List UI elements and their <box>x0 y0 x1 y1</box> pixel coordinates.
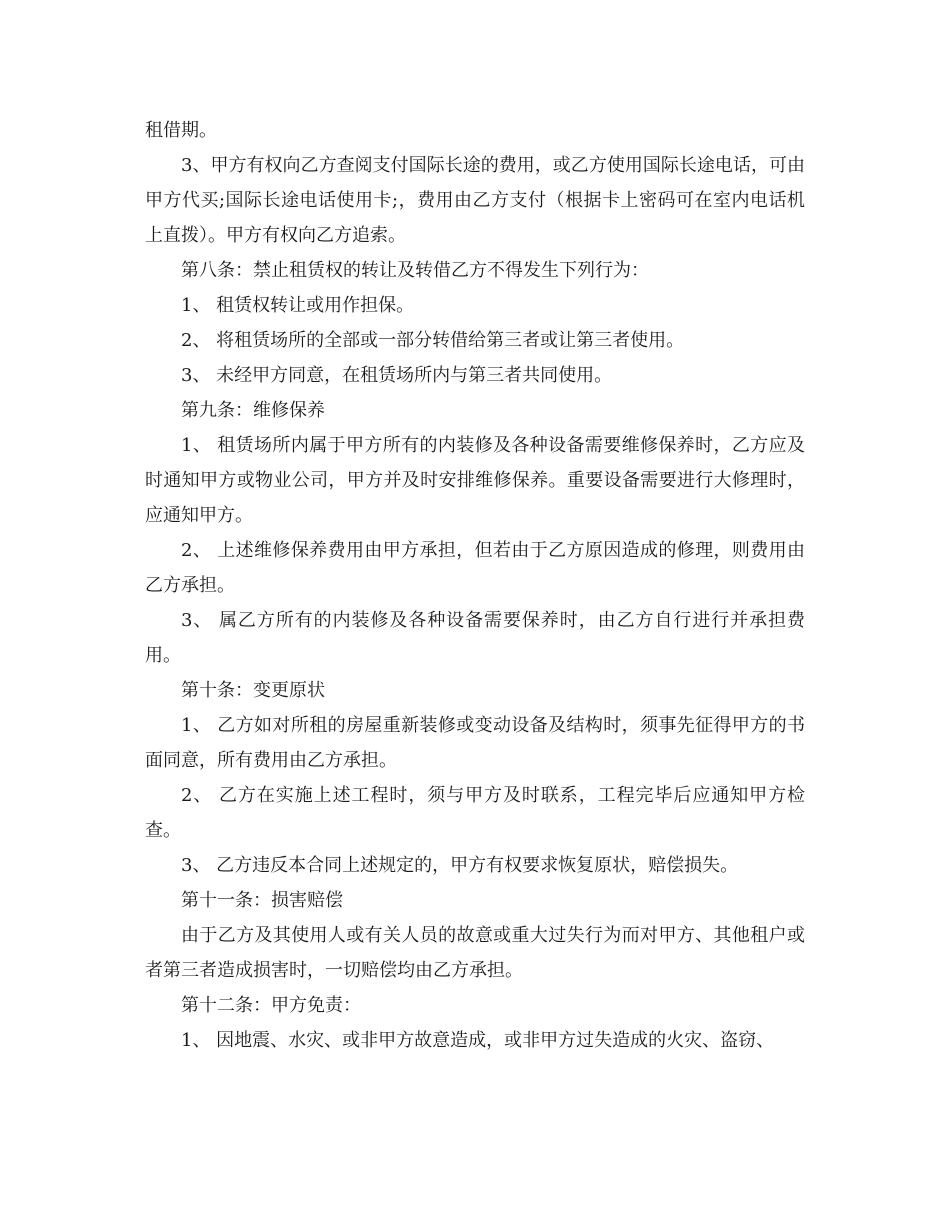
paragraph-clause-9-item-1: 1、 租赁场所内属于甲方所有的内装修及各种设备需要维修保养时，乙方应及时通知甲方或物业公司，甲方并及时安排维修保养。重要设备需要进行大修理时，应通知甲方。 <box>145 435 805 526</box>
paragraph-clause-10-item-1: 1、 乙方如对所租的房屋重新装修或变动设备及结构时，须事先征得甲方的书面同意，所有费用由乙方承担。 <box>145 715 805 771</box>
paragraph-clause-12-item-1: 1、 因地震、水灾、或非甲方故意造成，或非甲方过失造成的火灾、盗窃、 <box>181 1030 775 1051</box>
paragraph-clause-9-item-3: 3、 属乙方所有的内装修及各种设备需要保养时，由乙方自行进行并承担费用。 <box>145 610 805 666</box>
heading-clause-9: 第九条：维修保养 <box>181 400 325 421</box>
paragraph-clause-8-item-3: 3、 未经甲方同意，在租赁场所内与第三者共同使用。 <box>181 365 613 386</box>
paragraph-clause-10-item-3: 3、 乙方违反本合同上述规定的，甲方有权要求恢复原状，赔偿损失。 <box>181 855 739 876</box>
paragraph-clause-8-item-2: 2、 将租赁场所的全部或一部分转借给第三者或让第三者使用。 <box>181 330 685 351</box>
document-body <box>145 113 805 1058</box>
heading-clause-12: 第十二条：甲方免责： <box>181 995 361 1016</box>
paragraph-clause-8-item-1: 1、 租赁权转让或用作担保。 <box>181 295 415 316</box>
paragraph-clause-11-body: 由于乙方及其使用人或有关人员的故意或重大过失行为而对甲方、其他租户或者第三者造成损害时，一切赔偿均由乙方承担。 <box>145 925 805 981</box>
paragraph-clause-10-item-2: 2、 乙方在实施上述工程时，须与甲方及时联系，工程完毕后应通知甲方检查。 <box>145 785 805 841</box>
heading-clause-11: 第十一条：损害赔偿 <box>181 890 343 911</box>
paragraph-clause-7-item-3: 3、甲方有权向乙方查阅支付国际长途的费用，或乙方使用国际长途电话，可由甲方代买;国际长途电话使用卡;，费用由乙方支付（根据卡上密码可在室内电话机上直拨）。甲方有权向乙方追索。 <box>145 155 805 246</box>
paragraph-continuation: 租借期。 <box>145 120 217 141</box>
heading-clause-10: 第十条：变更原状 <box>181 680 325 701</box>
heading-clause-8: 第八条：禁止租赁权的转让及转借乙方不得发生下列行为： <box>181 260 649 281</box>
paragraph-clause-9-item-2: 2、 上述维修保养费用由甲方承担，但若由于乙方原因造成的修理，则费用由乙方承担。 <box>145 540 805 596</box>
